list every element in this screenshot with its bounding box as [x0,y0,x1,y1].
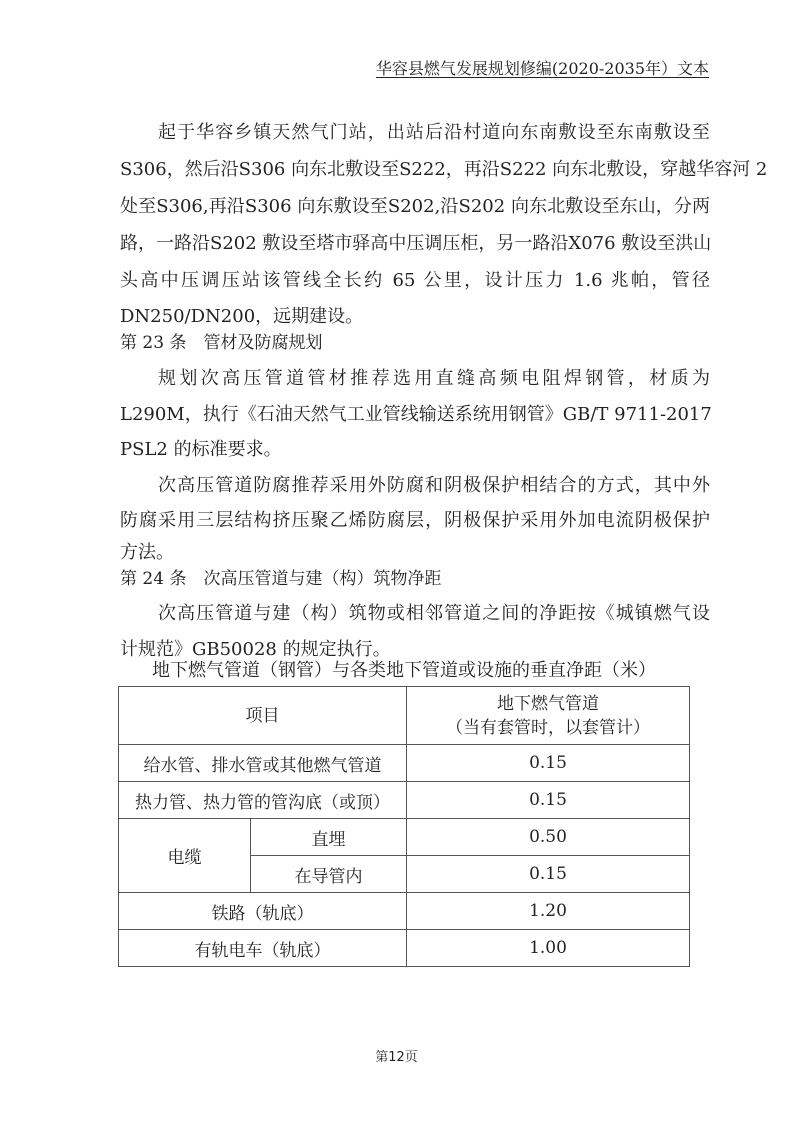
para3-line: 方法。 [120,542,174,563]
row-value: 1.00 [407,930,690,967]
para4-line: 计规范》GB50028 的规定执行。 [120,639,391,660]
table-row [119,930,690,967]
para1-line: S306，然后沿S306 向东北敷设至S222，再沿S222 向东北敷设，穿越华容河 2 [120,159,768,180]
row-value: 0.15 [407,782,690,819]
row-subitem: 直埋 [251,819,407,856]
para3-line: 防腐采用三层结构挤压聚乙烯防腐层，阴极保护采用外加电流阴极保护 [120,510,710,531]
para1-line: 路，一路沿S202 敷设至塔市驿高中压调压柜，另一路沿X076 敷设至洪山 [120,233,712,254]
row-subitem: 在导管内 [251,856,407,893]
para4-line: 次高压管道与建（构）筑物或相邻管道之间的净距按《城镇燃气设 [158,603,710,624]
para2-line: L290M，执行《石油天然气工业管线输送系统用钢管》GB/T 9711-2017 [120,404,712,425]
para3-line: 次高压管道防腐推荐采用外防腐和阴极保护相结合的方式，其中外 [158,475,710,496]
table-row [119,745,690,782]
header-item: 项目 [119,687,407,745]
header-value-line2: （当有套管时，以套管计） [446,717,650,738]
para1-line: 处至S306,再沿S306 向东敷设至S202,沿S202 向东北敷设至东山，分两 [120,196,710,217]
row-value: 1.20 [407,893,690,930]
row-item: 给水管、排水管或其他燃气管道 [119,745,407,782]
row-value: 0.15 [407,856,690,893]
para1-line: DN250/DN200，远期建设。 [120,306,364,327]
table-row [119,893,690,930]
header-value-line1: 地下燃气管道 [497,693,599,714]
para2-line: PSL2 的标准要求。 [120,439,282,460]
row-item: 电缆 [119,819,251,893]
row-item: 热力管、热力管的管沟底（或顶） [119,782,407,819]
row-value: 0.50 [407,819,690,856]
para1-line: 头高中压调压站该管线全长约 65 公里，设计压力 1.6 兆帕，管径 [120,270,710,291]
row-item: 铁路（轨底） [119,893,407,930]
header-value [407,687,690,745]
table-header-row [119,687,690,745]
para2-line: 规划次高压管道管材推荐选用直缝高频电阻焊钢管，材质为 [158,368,710,389]
table-row [119,819,690,856]
para1-line: 起于华容乡镇天然气门站，出站后沿村道向东南敷设至东南敷设至 [158,122,710,143]
table-row [119,782,690,819]
page-number: 第12页 [375,1050,418,1065]
table-caption: 地下燃气管道（钢管）与各类地下管道或设施的垂直净距（米） [152,660,656,681]
row-item: 有轨电车（轨底） [119,930,407,967]
clearance-table [118,686,690,967]
running-header: 华容县燃气发展规划修编(2020-2035年）文本 [375,59,709,78]
row-value: 0.15 [407,745,690,782]
article-24-heading: 第 24 条 次高压管道与建（构）筑物净距 [120,569,442,589]
article-23-heading: 第 23 条 管材及防腐规划 [120,333,323,353]
